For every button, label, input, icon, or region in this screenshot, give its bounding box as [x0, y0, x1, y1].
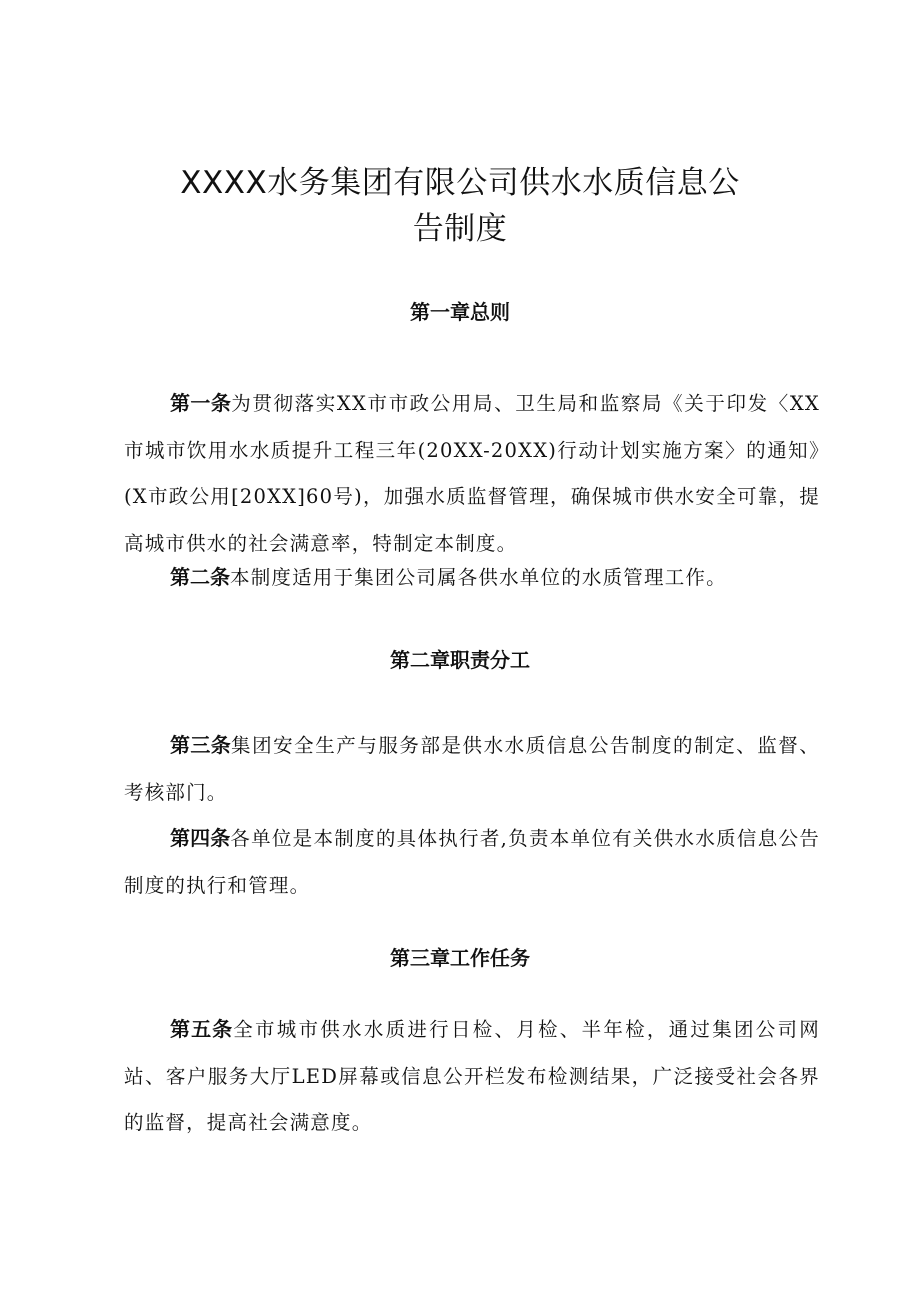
chapter-2-heading: 第二章职责分工 [390, 648, 530, 672]
article-4-label: 第四条 [170, 826, 231, 850]
article-3 [124, 722, 820, 816]
article-1-text: 为贯彻落实XX市市政公用局、卫生局和监察局《关于印发〈XX市城市饮用水水质提升工程三年(20XX-20XX)行动计划实施方案〉的通知》(X市政公用[20XX]60号)，加强水质监督管理，确保城市供水安全可靠，提高城市供水的社会满意率，特制定本制度。 [124, 392, 820, 555]
article-5-label: 第五条 [170, 1017, 234, 1041]
chapter-1-heading: 第一章总则 [410, 300, 510, 324]
document-title [100, 160, 820, 252]
article-5 [124, 1006, 820, 1147]
article-3-text: 集团安全生产与服务部是供水水质信息公告制度的制定、监督、考核部门。 [124, 734, 820, 804]
article-5-text: 全市城市供水水质进行日检、月检、半年检，通过集团公司网站、客户服务大厅LED屏幕或信息公开栏发布检测结果，广泛接受社会各界的监督，提高社会满意度。 [124, 1018, 820, 1134]
document-title-line-1: XXXX水务集团有限公司供水水质信息公 [180, 165, 740, 201]
article-2-label: 第二条 [170, 565, 230, 589]
article-2-text: 本制度适用于集团公司属各供水单位的水质管理工作。 [230, 566, 727, 589]
article-1 [124, 380, 820, 567]
article-1-label: 第一条 [170, 391, 232, 415]
article-4-text: 各单位是本制度的具体执行者,负责本单位有关供水水质信息公告制度的执行和管理。 [124, 827, 821, 897]
chapter-3-heading: 第三章工作任务 [390, 946, 530, 970]
article-3-label: 第三条 [170, 733, 232, 757]
article-2 [124, 554, 820, 602]
document-title-line-2: 告制度 [412, 211, 508, 247]
article-4 [124, 815, 820, 909]
